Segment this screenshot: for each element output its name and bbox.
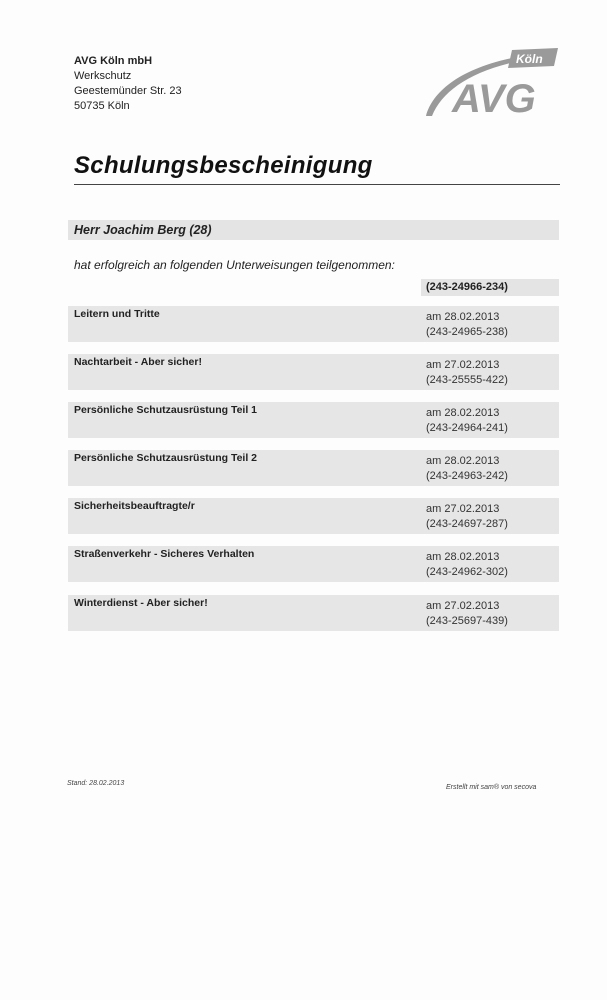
course-date: am 28.02.2013 xyxy=(426,551,500,563)
course-id: (243-25555-422) xyxy=(426,374,508,386)
sender-department: Werkschutz xyxy=(74,70,132,82)
course-date-block xyxy=(426,358,508,388)
sender-city: 50735 Köln xyxy=(74,100,130,112)
sender-street: Geestemünder Str. 23 xyxy=(74,85,182,97)
course-date: am 28.02.2013 xyxy=(426,311,500,323)
footer-status-date: Stand: 28.02.2013 xyxy=(67,780,125,787)
document-title: Schulungsbescheinigung xyxy=(74,152,373,179)
course-date-block xyxy=(426,454,508,484)
course-date: am 27.02.2013 xyxy=(426,503,500,515)
reference-id-bar xyxy=(421,279,559,296)
course-name: Winterdienst - Aber sicher! xyxy=(74,597,208,609)
course-name: Straßenverkehr - Sicheres Verhalten xyxy=(74,548,255,560)
course-row xyxy=(68,306,559,343)
course-name: Leitern und Tritte xyxy=(74,308,160,320)
course-date: am 28.02.2013 xyxy=(426,455,500,467)
course-id: (243-24697-287) xyxy=(426,518,508,530)
logo-main-text: AVG xyxy=(452,77,536,118)
title-divider xyxy=(74,184,560,185)
course-date: am 28.02.2013 xyxy=(426,407,500,419)
person-name: Herr Joachim Berg (28) xyxy=(74,223,212,237)
course-id: (243-24963-242) xyxy=(426,470,508,482)
course-row xyxy=(68,402,559,439)
course-date-block xyxy=(426,599,508,629)
course-row xyxy=(68,450,559,487)
course-name: Persönliche Schutzausrüstung Teil 1 xyxy=(74,404,258,416)
intro-text: hat erfolgreich an folgenden Unterweisungen teilgenommen: xyxy=(74,258,395,272)
course-name: Sicherheitsbeauftragte/r xyxy=(74,500,195,512)
course-id: (243-24964-241) xyxy=(426,422,508,434)
course-row xyxy=(68,354,559,391)
course-date: am 27.02.2013 xyxy=(426,600,500,612)
course-row xyxy=(68,498,559,535)
reference-id: (243-24966-234) xyxy=(426,281,508,293)
footer-created-with: Erstellt mit sam® von secova xyxy=(446,784,537,791)
course-id: (243-24962-302) xyxy=(426,566,508,578)
sender-company: AVG Köln mbH xyxy=(74,55,153,67)
course-name: Persönliche Schutzausrüstung Teil 2 xyxy=(74,452,258,464)
course-date-block xyxy=(426,310,508,340)
avg-logo xyxy=(424,46,558,118)
course-date-block xyxy=(426,406,508,436)
course-id: (243-25697-439) xyxy=(426,615,508,627)
person-bar xyxy=(68,220,559,240)
course-name: Nachtarbeit - Aber sicher! xyxy=(74,356,202,368)
course-row xyxy=(68,595,559,632)
course-row xyxy=(68,546,559,583)
course-date-block xyxy=(426,502,508,532)
sender-address xyxy=(74,54,182,114)
course-date-block xyxy=(426,550,508,580)
course-date: am 27.02.2013 xyxy=(426,359,500,371)
course-id: (243-24965-238) xyxy=(426,326,508,338)
logo-tag-text: Köln xyxy=(516,52,543,66)
